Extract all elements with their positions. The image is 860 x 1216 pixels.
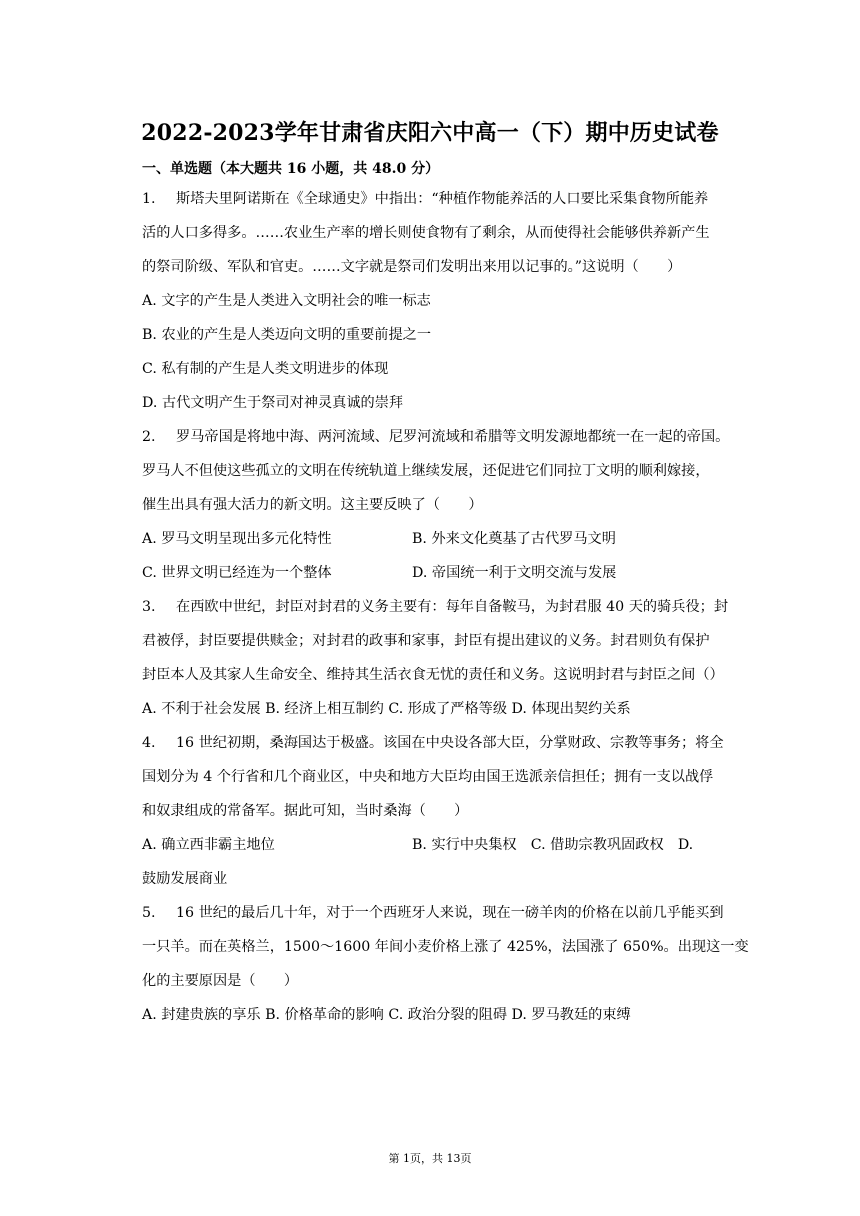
question-1 [142,182,758,420]
question-text-line: 斯塔夫里阿诺斯在《全球通史》中指出：“种植作物能养活的人口要比采集食物所能养 [176,191,709,207]
question-text-line: 化的主要原因是（ ） [142,973,299,989]
options-row [142,556,758,590]
question-text-line: 一只羊。而在英格兰，1500～1600 年间小麦价格上涨了 425%，法国涨了 650%。出现这一变 [142,939,749,955]
question-number: 5. [142,905,156,921]
question-text-line: 的祭司阶级、军队和官吏。……文字就是祭司们发明出来用以记事的。”这说明（ ） [142,259,682,275]
question-text-line: 君被俘，封臣要提供赎金；对封君的政事和家事，封臣有提出建议的义务。封君则负有保护 [142,633,710,649]
options-row [142,522,758,556]
page-title: 2022-2023学年甘肃省庆阳六中高一（下）期中历史试卷 [141,120,719,146]
question-text-line: 罗马帝国是将地中海、两河流域、尼罗河流域和希腊等文明发源地都统一在一起的帝国。 [176,429,730,445]
option-a: A. 确立西非霸主地位 [142,837,275,853]
section-heading: 一、单选题（本大题共 16 小题，共 48.0 分） [142,161,440,177]
question-5 [142,896,758,1032]
option-bcd: B. 实行中央集权 C. 借助宗教巩固政权 D. [412,837,694,853]
question-number: 3. [142,599,156,615]
question-4 [142,726,758,896]
question-text-line: 罗马人不但使这些孤立的文明在传统轨道上继续发展，还促进它们同拉丁文明的顺利嫁接， [142,463,710,479]
option-c: C. 私有制的产生是人类文明进步的体现 [142,361,389,377]
option-d: D. 古代文明产生于祭司对神灵真诚的崇拜 [142,395,404,411]
question-text-line: 16 世纪初期，桑海国达于极盛。该国在中央设各部大臣，分掌财政、宗教等事务；将全 [176,735,724,751]
options-row [142,828,758,862]
question-number: 4. [142,735,156,751]
question-text-line: 催生出具有强大活力的新文明。这主要反映了（ ） [142,497,483,513]
question-text-line: 在西欧中世纪，封臣对封君的义务主要有：每年自备鞍马，为封君服 40 天的骑兵役；封 [176,599,729,615]
question-text-line: 活的人口多得多。……农业生产率的增长则使食物有了剩余，从而使得社会能够供养新产生 [142,225,710,241]
question-3 [142,590,758,726]
question-text-line: 和奴隶组成的常备军。据此可知，当时桑海（ ） [142,803,469,819]
option-a: A. 罗马文明呈现出多元化特性 [142,531,332,547]
option-c: C. 世界文明已经连为一个整体 [142,565,332,581]
options-line: A. 封建贵族的享乐 B. 价格革命的影响 C. 政治分裂的阻碍 D. 罗马教廷的束缚 [142,1007,631,1023]
options-line: A. 不利于社会发展 B. 经济上相互制约 C. 形成了严格等级 D. 体现出契约关系 [142,701,631,717]
option-a: A. 文字的产生是人类进入文明社会的唯一标志 [142,293,431,309]
page-footer: 第 1页，共 13页 [388,1152,472,1165]
option-b: B. 外来文化奠基了古代罗马文明 [412,531,616,547]
question-number: 1. [142,191,156,207]
question-number: 2. [142,429,156,445]
question-text-line: 国划分为 4 个行省和几个商业区，中央和地方大臣均由国王选派亲信担任；拥有一支以战俘 [142,769,714,785]
question-2 [142,420,758,590]
question-text-line: 封臣本人及其家人生命安全、维持其生活衣食无忧的责任和义务。这说明封君与封臣之间（） [142,667,724,683]
option-d: D. 帝国统一利于文明交流与发展 [412,565,617,581]
option-b: B. 农业的产生是人类迈向文明的重要前提之一 [142,327,432,343]
option-d-continued: 鼓励发展商业 [142,871,228,887]
question-text-line: 16 世纪的最后几十年，对于一个西班牙人来说，现在一磅羊肉的价格在以前几乎能买到 [176,905,724,921]
